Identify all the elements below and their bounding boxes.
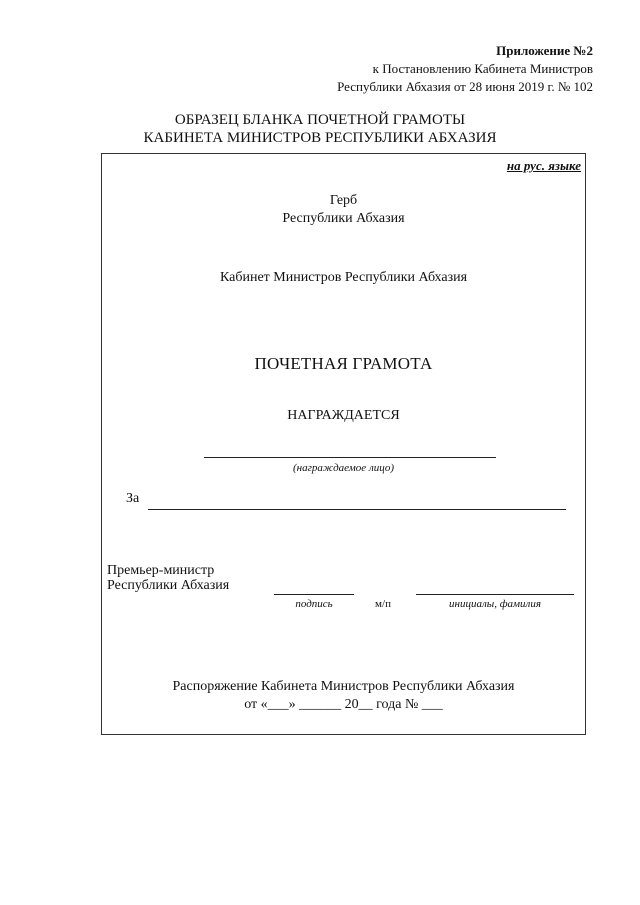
name-blank-line [416,594,574,595]
decree-block [102,678,585,714]
diploma-form-frame [101,153,586,735]
language-tag: на рус. языке [506,158,581,173]
signature-caption: подпись [295,598,333,610]
coat-of-arms-line-1: Герб [329,193,358,208]
coat-of-arms-placeholder [102,192,585,228]
for-label: За [126,491,140,506]
decree-line-1: Распоряжение Кабинета Министров Республики Абхазия [172,679,515,694]
sample-title-line-2: КАБИНЕТА МИНИСТРОВ РЕСПУБЛИКИ АБХАЗИЯ [143,130,497,146]
diploma-title: ПОЧЕТНАЯ ГРАМОТА [254,354,433,373]
stamp-caption: м/п [375,598,391,610]
appendix-line-1: к Постановлению Кабинета Министров [372,61,593,76]
sample-title-line-1: ОБРАЗЕЦ БЛАНКА ПОЧЕТНОЙ ГРАМОТЫ [174,112,466,128]
awardee-caption: (награждаемое лицо) [292,462,395,474]
prime-minister-block [107,563,229,593]
decree-line-2: от «___» ______ 20__ года № ___ [244,697,443,712]
prime-minister-line-2: Республики Абхазия [107,578,230,593]
appendix-header [173,42,593,96]
appendix-title: Приложение №2 [496,43,593,58]
name-caption: инициалы, фамилия [449,598,541,610]
signature-blank-line [274,594,354,595]
awardee-blank-line [204,457,496,458]
sample-title [0,111,640,147]
appendix-line-2: Республики Абхазия от 28 июня 2019 г. № 102 [337,79,593,94]
prime-minister-line-1: Премьер-министр [107,563,215,578]
awarded-heading: НАГРАЖДАЕТСЯ [287,408,400,423]
cabinet-name: Кабинет Министров Республики Абхазия [219,270,468,285]
for-blank-line [148,509,566,510]
coat-of-arms-line-2: Республики Абхазия [282,211,405,226]
